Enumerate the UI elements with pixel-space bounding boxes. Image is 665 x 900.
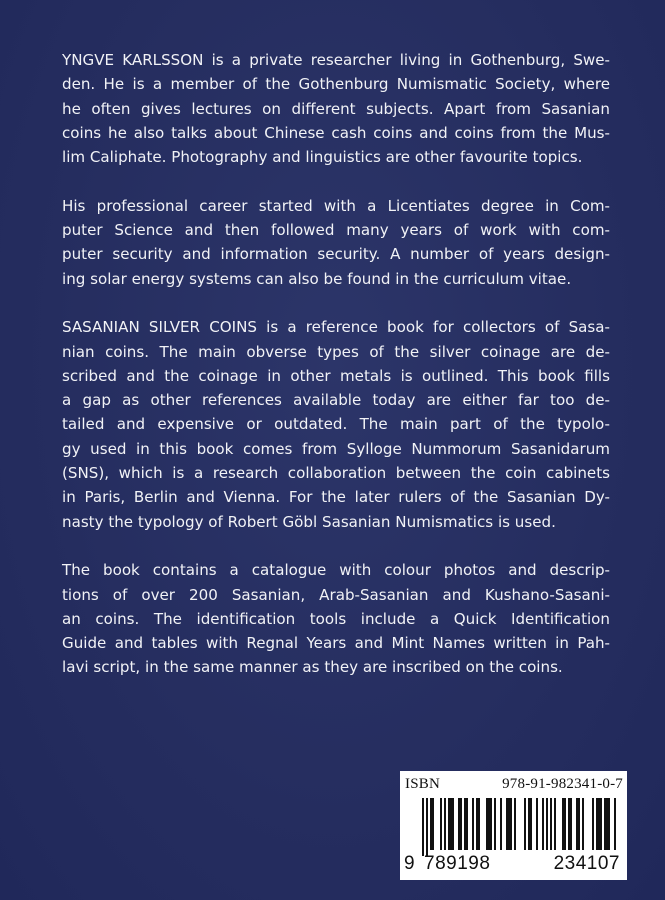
text-line: nian coins. The main obverse types of the silver coinage are de-	[62, 342, 610, 361]
text-line: puter Science and then followed many years of work with com-	[62, 221, 610, 240]
barcode-digits-rest: 789198 234107	[424, 853, 620, 874]
text-line: (SNS), which is a research collaboration between the coin cabinets	[62, 464, 610, 483]
text-line: tailed and expensive or outdated. The main part of the typolo-	[62, 415, 610, 434]
isbn-label: ISBN 978-91-982341-0-7	[405, 776, 623, 792]
barcode-icon	[422, 798, 618, 856]
career-paragraph	[62, 194, 610, 291]
text-line: in Paris, Berlin and Vienna. For the later rulers of the Sasanian Dy-	[62, 488, 610, 507]
barcode-digit-first: 9	[404, 853, 416, 874]
text-line: The book contains a catalogue with colour photos and descrip-	[62, 561, 610, 580]
text-line: YNGVE KARLSSON is a private researcher living in Gothenburg, Swe-	[62, 51, 610, 69]
isbn-barcode	[400, 771, 627, 880]
author-bio-paragraph	[62, 48, 610, 169]
text-line: tions of over 200 Sasanian, Arab-Sasanian and Kushano-Sasani-	[62, 585, 610, 604]
text-line: he often gives lectures on different subjects. Apart from Sasanian	[62, 99, 610, 118]
text-line: lavi script, in the same manner as they are inscribed on the coins.	[62, 658, 563, 677]
text-line: scribed and the coinage in other metals is outlined. This book fills	[62, 366, 610, 385]
text-line: a gap as other references available today are either far too de-	[62, 391, 610, 410]
text-line: Guide and tables with Regnal Years and Mint Names written in Pah-	[62, 634, 610, 653]
text-line: lim Caliphate. Photography and linguistics are other favourite topics.	[62, 148, 583, 167]
text-line: an coins. The identification tools include a Quick Identification	[62, 609, 610, 628]
text-line: nasty the typology of Robert Göbl Sasanian Numismatics is used.	[62, 512, 556, 531]
book-description-paragraph	[62, 315, 610, 534]
text-line: SASANIAN SILVER COINS is a reference book for collectors of Sasa-	[62, 318, 610, 337]
text-line: puter security and information security. A number of years design-	[62, 245, 610, 264]
catalogue-paragraph	[62, 558, 610, 679]
blurb-text	[62, 48, 610, 704]
text-line: coins he also talks about Chinese cash coins and coins from the Mus-	[62, 123, 610, 142]
text-line: den. He is a member of the Gothenburg Numismatic Society, where	[62, 75, 610, 94]
text-line: gy used in this book comes from Sylloge Nummorum Sasanidarum	[62, 439, 610, 458]
text-line: His professional career started with a Licentiates degree in Com-	[62, 196, 610, 215]
text-line: ing solar energy systems can also be found in the curriculum vitae.	[62, 269, 572, 288]
